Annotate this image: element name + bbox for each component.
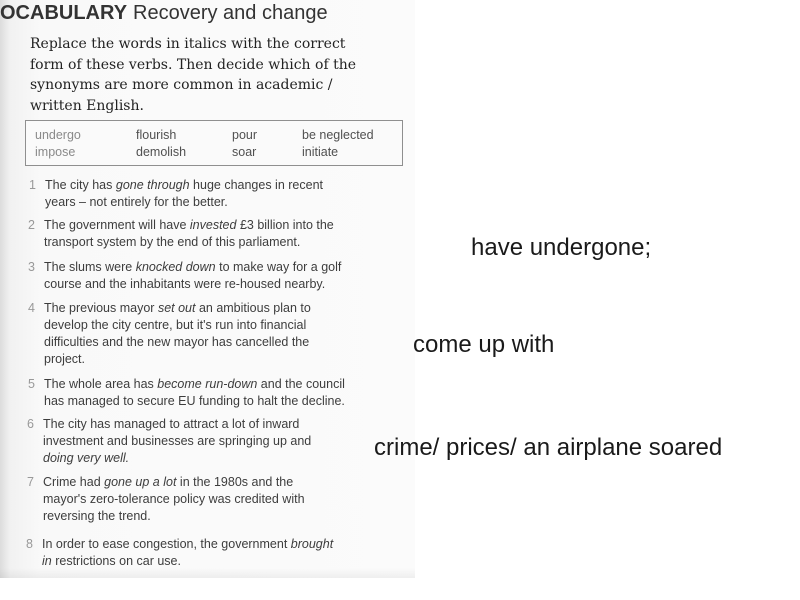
item-line (43, 474, 305, 491)
section-heading (0, 2, 328, 25)
item-number: 4 (28, 301, 35, 315)
text-segment: restrictions on car use. (51, 554, 181, 568)
item-number: 3 (28, 260, 35, 274)
verb-pour: pour (232, 128, 258, 142)
verb-box (25, 120, 403, 166)
verb-flourish: flourish (136, 128, 177, 142)
item-line (44, 351, 311, 368)
item-number: 1 (29, 178, 36, 192)
verb-demolish: demolish (136, 145, 187, 159)
text-segment: investment and businesses are springing up and (43, 434, 312, 448)
italic-phrase: doing very well. (43, 451, 130, 465)
exercise-item (28, 376, 345, 410)
text-segment: huge changes in recent (189, 178, 323, 192)
heading-title: Recovery and change (133, 2, 328, 24)
text-segment: years – not entirely for the better. (45, 195, 228, 209)
item-line (44, 334, 311, 351)
note-have-undergone: have undergone; (471, 234, 652, 261)
text-segment: and the council (257, 377, 345, 391)
verb-initiate: initiate (302, 145, 339, 159)
item-line (44, 217, 334, 234)
text-segment: The city has managed to attract a lot of inward (43, 417, 300, 431)
item-line (42, 536, 333, 553)
item-line (44, 276, 341, 293)
text-segment: to make way for a golf (215, 260, 342, 274)
item-line (44, 376, 345, 393)
scan-shadow (0, 568, 415, 578)
text-segment: difficulties and the new mayor has cancelled the (44, 335, 310, 349)
text-segment: mayor's zero-tolerance policy was credited with (43, 492, 305, 506)
item-line (44, 300, 311, 317)
item-line (43, 433, 311, 450)
text-segment: course and the inhabitants were re-housed nearby. (44, 277, 326, 291)
item-number: 8 (26, 537, 33, 551)
exercise-item (27, 474, 305, 525)
text-segment: reversing the trend. (43, 509, 151, 523)
verb-soar: soar (232, 145, 257, 159)
text-segment: The government will have (44, 218, 190, 232)
instruction-line: form of these verbs. Then decide which of the (30, 56, 357, 73)
item-line (43, 491, 305, 508)
exercise-item (28, 217, 334, 251)
italic-phrase: invested (189, 218, 237, 232)
item-number: 7 (27, 475, 34, 489)
verb-be-neglected: be neglected (302, 128, 374, 142)
instruction-line: written English. (30, 97, 144, 114)
item-line (44, 259, 341, 276)
italic-phrase: knocked down (135, 260, 216, 274)
verb-impose: impose (35, 145, 76, 159)
text-segment: The whole area has (44, 377, 158, 391)
item-line (43, 508, 305, 525)
italic-phrase: gone up a lot (104, 475, 177, 489)
text-segment: project. (44, 352, 85, 366)
textbook-scan (0, 0, 415, 578)
verb-undergo: undergo (35, 128, 81, 142)
italic-phrase: brought (290, 537, 334, 551)
italic-phrase: gone through (115, 178, 190, 192)
text-segment: develop the city centre, but it's run into financial (44, 318, 307, 332)
note-soared: crime/ prices/ an airplane soared (374, 434, 723, 461)
item-line (45, 194, 323, 211)
exercise-item (28, 259, 342, 293)
exercise-item (27, 416, 312, 467)
text-segment: in the 1980s and the (176, 475, 294, 489)
item-number: 2 (28, 218, 35, 232)
item-number: 6 (27, 417, 34, 431)
exercise-item (29, 177, 323, 211)
text-segment: an ambitious plan to (195, 301, 311, 315)
heading-strong: OCABULARY (0, 2, 128, 24)
exercise-instruction (30, 34, 395, 116)
text-segment: £3 billion into the (236, 218, 334, 232)
text-segment: The city has (45, 178, 116, 192)
italic-phrase: in (42, 554, 52, 568)
instruction-line: Replace the words in italics with the correct (30, 36, 346, 52)
text-segment: The slums were (44, 260, 136, 274)
item-line (43, 450, 311, 467)
item-line (44, 393, 345, 410)
item-line (44, 234, 334, 251)
item-line (43, 416, 311, 433)
exercise-item (28, 300, 311, 368)
item-number: 5 (28, 377, 35, 391)
text-segment: has managed to secure EU funding to halt the decline. (44, 394, 345, 408)
text-segment: In order to ease congestion, the government (42, 537, 291, 551)
item-line (44, 317, 311, 334)
exercise-item (26, 536, 334, 570)
note-come-up-with: come up with (413, 331, 555, 358)
item-line (45, 177, 323, 194)
text-segment: Crime had (43, 475, 105, 489)
italic-phrase: become run-down (157, 377, 258, 391)
instruction-line: synonyms are more common in academic / (30, 77, 333, 93)
italic-phrase: set out (157, 301, 196, 315)
text-segment: The previous mayor (44, 301, 158, 315)
text-segment: transport system by the end of this parliament. (44, 235, 301, 249)
